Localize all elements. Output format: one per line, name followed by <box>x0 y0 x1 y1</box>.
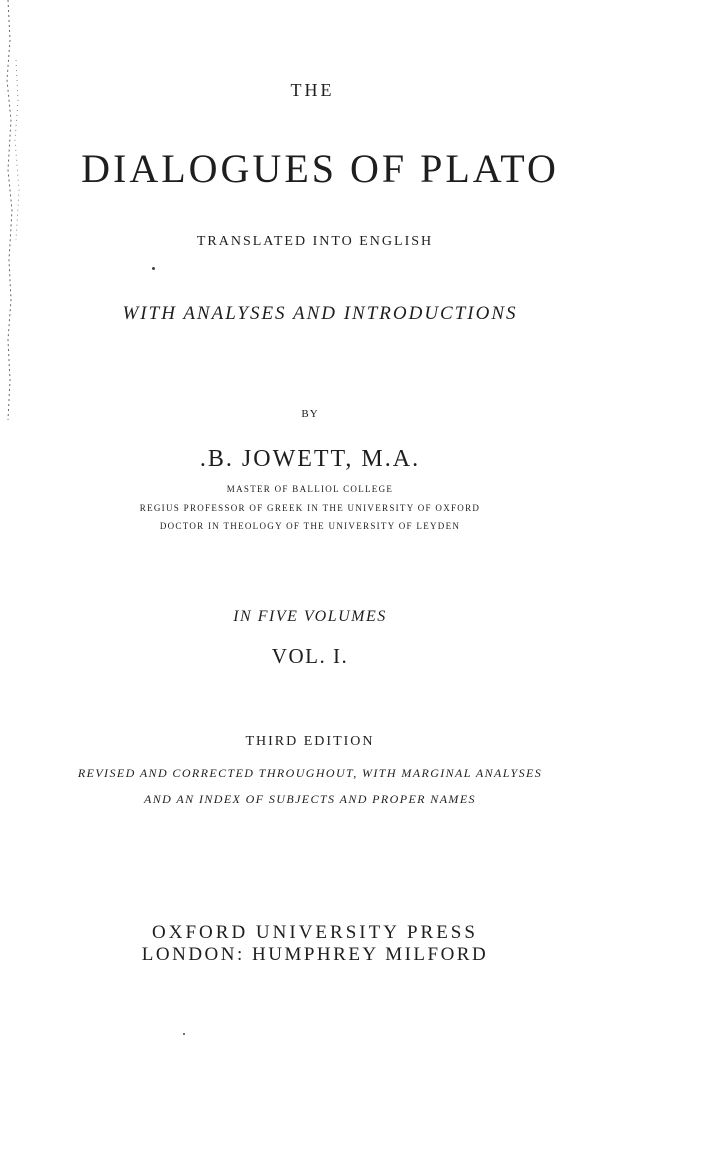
volume-count: IN FIVE VOLUMES <box>233 608 387 625</box>
edition-label: THIRD EDITION <box>245 734 375 749</box>
book-title: DIALOGUES OF PLATO <box>81 146 559 191</box>
byline: BY <box>301 408 319 420</box>
translation-note: TRANSLATED INTO ENGLISH <box>196 234 434 249</box>
publisher-location: LONDON: HUMPHREY MILFORD <box>141 944 489 965</box>
volume-number: VOL. I. <box>271 644 349 668</box>
author-name: .B. JOWETT, M.A. <box>199 446 421 472</box>
revision-note: AND AN INDEX OF SUBJECTS AND PROPER NAMES <box>144 792 476 806</box>
print-speck <box>152 267 155 270</box>
print-speck <box>183 1033 185 1035</box>
author-credential: REGIUS PROFESSOR OF GREEK IN THE UNIVERSITY OF OXFORD <box>139 503 481 513</box>
scan-edge-artifact <box>2 0 32 420</box>
subtitle: WITH ANALYSES AND INTRODUCTIONS <box>122 303 518 324</box>
revision-note: REVISED AND CORRECTED THROUGHOUT, WITH MARGINAL ANALYSES <box>77 766 543 780</box>
publisher-name: OXFORD UNIVERSITY PRESS <box>152 922 478 943</box>
title-article: THE <box>290 80 335 100</box>
author-credential: MASTER OF BALLIOL COLLEGE <box>226 484 394 494</box>
author-credential: DOCTOR IN THEOLOGY OF THE UNIVERSITY OF LEYDEN <box>159 521 461 531</box>
